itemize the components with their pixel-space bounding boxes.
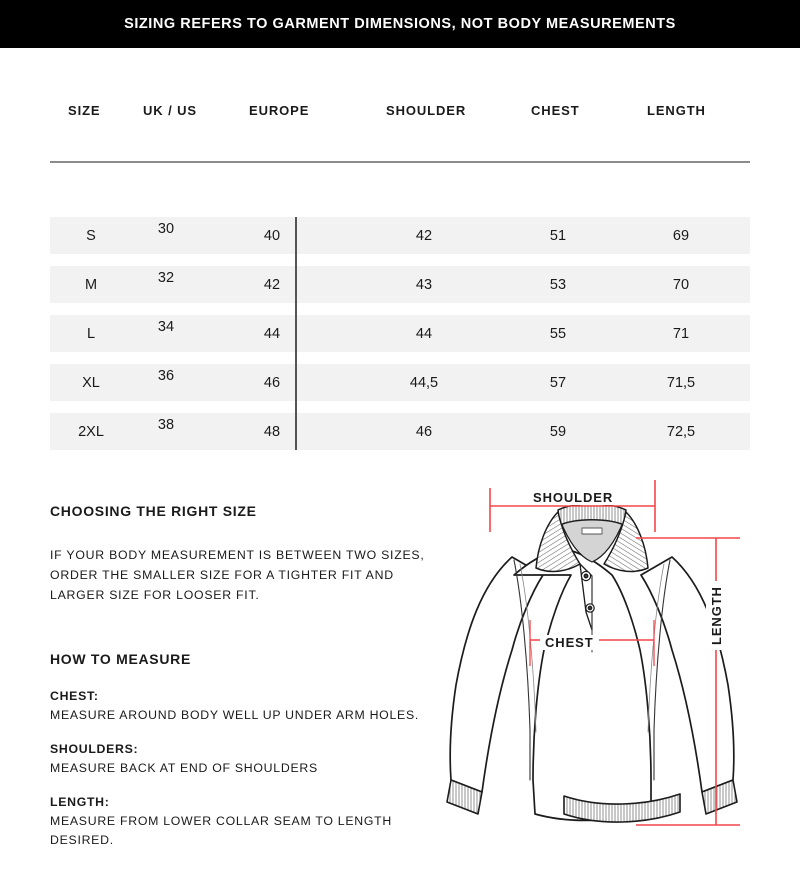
table-row bbox=[50, 266, 750, 303]
cell-size: M bbox=[84, 276, 98, 293]
cell-uk-us: 38 bbox=[157, 417, 175, 433]
measure-definition-shoulders bbox=[50, 742, 430, 778]
cell-chest: 59 bbox=[549, 423, 567, 440]
cell-size: L bbox=[86, 325, 96, 342]
measure-definition-chest bbox=[50, 689, 430, 725]
header-banner bbox=[0, 0, 800, 48]
cell-length: 69 bbox=[672, 227, 690, 244]
choosing-heading: CHOOSING THE RIGHT SIZE bbox=[50, 503, 257, 519]
polo-shirt-illustration bbox=[440, 480, 800, 870]
measure-description: MEASURE AROUND BODY WELL UP UNDER ARM HOLES. bbox=[50, 708, 420, 722]
cell-europe: 46 bbox=[263, 374, 281, 391]
cell-europe: 48 bbox=[263, 423, 281, 440]
cell-size: XL bbox=[82, 374, 100, 391]
cell-shoulder: 46 bbox=[415, 423, 433, 440]
garment-diagram bbox=[440, 480, 800, 870]
table-row bbox=[50, 364, 750, 401]
cell-shoulder: 44,5 bbox=[409, 374, 439, 391]
table-header-row bbox=[0, 48, 800, 161]
measure-term: CHEST: bbox=[50, 689, 99, 703]
column-header-shoulder: SHOULDER bbox=[386, 103, 467, 118]
shoulder-dimension-label: SHOULDER bbox=[528, 490, 618, 505]
cell-shoulder: 43 bbox=[415, 276, 433, 293]
table-body bbox=[0, 217, 800, 450]
table-row bbox=[50, 217, 750, 254]
cell-chest: 51 bbox=[549, 227, 567, 244]
shirt-outline bbox=[447, 504, 737, 822]
cell-uk-us: 32 bbox=[157, 270, 175, 286]
banner-text: SIZING REFERS TO GARMENT DIMENSIONS, NOT BODY MEASUREMENTS bbox=[124, 16, 676, 32]
choosing-body: IF YOUR BODY MEASUREMENT IS BETWEEN TWO SIZES, ORDER THE SMALLER SIZE FOR A TIGHTER FIT AND LARGER SIZE FOR LOOSER FIT. bbox=[50, 548, 425, 602]
cell-europe: 40 bbox=[263, 227, 281, 244]
measure-term: SHOULDERS: bbox=[50, 742, 139, 756]
cell-uk-us: 34 bbox=[157, 319, 175, 335]
cell-size: S bbox=[86, 227, 96, 244]
cell-shoulder: 44 bbox=[415, 325, 433, 342]
size-table bbox=[0, 48, 800, 450]
column-header-uk-us: UK / US bbox=[143, 103, 197, 118]
cell-chest: 57 bbox=[549, 374, 567, 391]
cell-europe: 42 bbox=[263, 276, 281, 293]
cell-uk-us: 36 bbox=[157, 368, 175, 384]
measure-term: LENGTH: bbox=[50, 795, 110, 809]
column-header-chest: CHEST bbox=[531, 103, 580, 118]
length-dimension-label: LENGTH bbox=[706, 581, 727, 650]
measure-description: MEASURE FROM LOWER COLLAR SEAM TO LENGTH DESIRED. bbox=[50, 814, 392, 847]
cell-europe: 44 bbox=[263, 325, 281, 342]
table-column-divider bbox=[295, 217, 297, 450]
table-row bbox=[50, 315, 750, 352]
info-column bbox=[50, 503, 430, 867]
cell-size: 2XL bbox=[78, 423, 104, 440]
cell-length: 71 bbox=[672, 325, 690, 342]
cell-length: 70 bbox=[672, 276, 690, 293]
column-header-size: SIZE bbox=[68, 103, 101, 118]
chest-dimension-label: CHEST bbox=[540, 635, 599, 650]
measure-description: MEASURE BACK AT END OF SHOULDERS bbox=[50, 761, 318, 775]
cell-chest: 55 bbox=[549, 325, 567, 342]
cell-chest: 53 bbox=[549, 276, 567, 293]
cell-length: 71,5 bbox=[666, 374, 696, 391]
table-row bbox=[50, 413, 750, 450]
column-header-length: LENGTH bbox=[647, 103, 706, 118]
cell-length: 72,5 bbox=[666, 423, 696, 440]
how-to-measure-heading: HOW TO MEASURE bbox=[50, 651, 191, 667]
measure-definition-length bbox=[50, 795, 430, 850]
header-divider-rule bbox=[50, 161, 750, 163]
cell-uk-us: 30 bbox=[157, 221, 175, 237]
cell-shoulder: 42 bbox=[415, 227, 433, 244]
column-header-europe: EUROPE bbox=[249, 103, 310, 118]
